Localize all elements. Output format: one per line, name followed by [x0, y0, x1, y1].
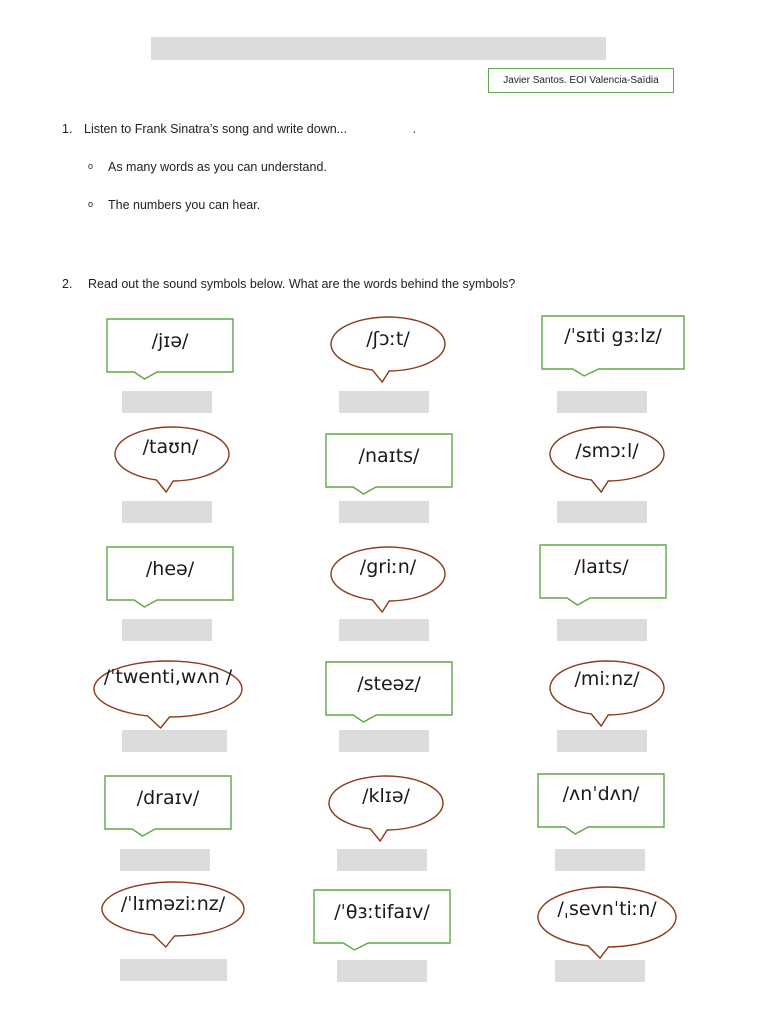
phonetic-symbol: /ˌsevnˈtiːn/	[557, 898, 657, 920]
bubble-outline	[539, 544, 667, 613]
phonetic-symbol: /heə/	[145, 558, 195, 580]
oval-speech-bubble	[330, 546, 446, 602]
question-1	[62, 122, 416, 136]
rect-speech-bubble	[325, 433, 453, 488]
rect-speech-bubble	[541, 315, 685, 370]
answer-field[interactable]	[339, 391, 429, 413]
phonetic-symbol: /ˈtwenti,wʌn /	[103, 666, 233, 688]
bubble-outline	[101, 881, 245, 951]
answer-field[interactable]	[122, 619, 212, 641]
phonetic-symbol: /taʊn/	[142, 436, 199, 458]
phonetic-symbol: /klɪə/	[362, 785, 410, 807]
bubble-outline	[106, 318, 234, 387]
oval-speech-bubble	[330, 316, 446, 372]
phonetic-symbol: /laɪts/	[574, 556, 629, 578]
question-trail: .	[412, 122, 417, 136]
bullet-marker: o	[88, 161, 94, 171]
bubble-outline	[313, 889, 451, 958]
bubble-outline	[104, 775, 232, 844]
answer-field[interactable]	[339, 619, 429, 641]
phonetic-symbol: /miːnz/	[574, 668, 640, 690]
oval-speech-bubble	[549, 660, 665, 716]
answer-field[interactable]	[557, 619, 647, 641]
oval-speech-bubble	[328, 775, 444, 831]
phonetic-symbol: /ʃɔːt/	[366, 328, 410, 350]
answer-field[interactable]	[337, 960, 427, 982]
oval-speech-bubble	[101, 881, 245, 937]
bubble-outline	[106, 546, 234, 615]
rect-speech-bubble	[325, 661, 453, 716]
phonetic-symbol: /jɪə/	[151, 330, 189, 352]
phonetic-symbol: /ˈθɜːtifaɪv/	[334, 901, 430, 923]
answer-field[interactable]	[555, 960, 645, 982]
phonetic-symbol: /draɪv/	[136, 787, 200, 809]
answer-field[interactable]	[557, 391, 647, 413]
question-text: Read out the sound symbols below. What are the words behind the symbols?	[88, 277, 516, 291]
answer-field[interactable]	[339, 501, 429, 523]
phonetic-symbol: /ʌnˈdʌn/	[562, 783, 640, 805]
phonetic-symbol: /smɔːl/	[575, 440, 639, 462]
question-number: 2.	[62, 277, 73, 291]
answer-field[interactable]	[122, 501, 212, 523]
phonetic-symbol: /ˈsɪti gɜːlz/	[564, 325, 662, 347]
question-number: 1.	[62, 122, 73, 136]
rect-speech-bubble	[106, 318, 234, 373]
bullet-marker: o	[88, 199, 94, 209]
bullet-text: The numbers you can hear.	[108, 198, 261, 212]
answer-field[interactable]	[555, 849, 645, 871]
answer-field[interactable]	[122, 730, 227, 752]
rect-speech-bubble	[537, 773, 665, 828]
oval-speech-bubble	[537, 886, 677, 948]
answer-field[interactable]	[339, 730, 429, 752]
rect-speech-bubble	[539, 544, 667, 599]
bullet-text: As many words as you can understand.	[108, 160, 327, 174]
answer-field[interactable]	[337, 849, 427, 871]
bubble-outline	[330, 316, 446, 386]
oval-speech-bubble	[549, 426, 665, 482]
rect-speech-bubble	[104, 775, 232, 830]
answer-field[interactable]	[557, 501, 647, 523]
phonetic-symbol: /griːn/	[359, 556, 417, 578]
answer-field[interactable]	[557, 730, 647, 752]
oval-speech-bubble	[114, 426, 230, 482]
phonetic-symbol: /ˈlɪməziːnz/	[120, 893, 226, 915]
answer-field[interactable]	[120, 959, 227, 981]
oval-speech-bubble	[93, 660, 243, 718]
question-2	[62, 277, 515, 291]
question-text: Listen to Frank Sinatra’s song and write down...	[84, 122, 348, 136]
rect-speech-bubble	[313, 889, 451, 944]
answer-field[interactable]	[120, 849, 210, 871]
bullet-1	[88, 160, 327, 174]
author-box	[488, 68, 674, 93]
phonetic-symbol: /steəz/	[357, 673, 421, 695]
rect-speech-bubble	[106, 546, 234, 601]
title-placeholder	[151, 37, 606, 60]
author-text: Javier Santos. EOI Valencia-Saïdia	[503, 75, 659, 86]
bubble-outline	[325, 661, 453, 730]
bullet-2	[88, 198, 261, 212]
phonetic-symbol: /naɪts/	[358, 445, 420, 467]
bubble-outline	[325, 433, 453, 502]
answer-field[interactable]	[122, 391, 212, 413]
